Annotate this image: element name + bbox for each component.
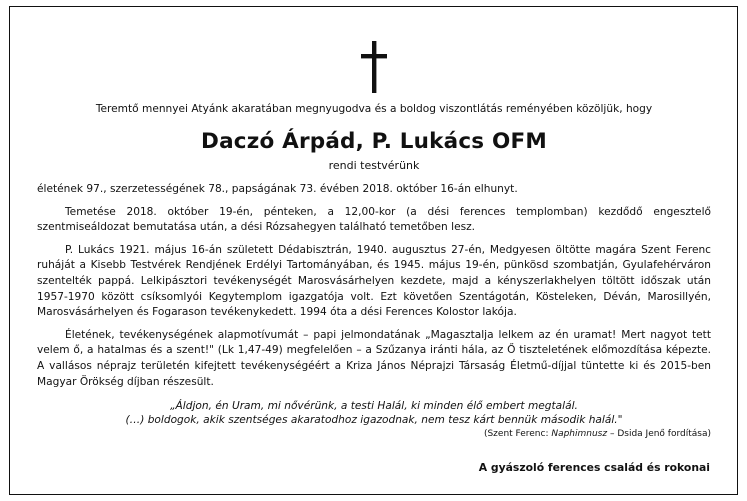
cross-icon	[360, 41, 388, 93]
quote-source	[37, 428, 711, 441]
quote-line-1: „Áldjon, én Uram, mi nővérünk, a testi Halál, ki minden élő embert megtalál.	[170, 400, 578, 413]
paragraph-funeral: Temetése 2018. október 19-én, pénteken, a 12,00-kor (a dési ferences templomban) kezdődő engesztelő szentmiseáldozat bemutatása után, a dési Rózsahegyen található temetőben lesz.	[37, 205, 711, 234]
deceased-name: Daczó Árpád, P. Lukács OFM	[201, 129, 547, 154]
quote	[37, 399, 711, 427]
paragraph-biography: P. Lukács 1921. május 16-án született Dédabisztrán, 1940. augusztus 27-én, Medgyesen öltötte magára Szent Ferenc ruháját a Kisebb Testvérek Rendjének Erdélyi Tartományában, és 1945. május 19-én, pünkösd szombatján, Gyulafehérváron szentelték pappá. Lelkipásztori tevékenységét Marosvásárhelyen kezdete, majd a kényszerlakhelyen töltött időszak után 1957-1970 között csíksomlyói Kegytemplom igazgatója volt. Ezt követően Szentágotán, Kösteleken, Déván, Marosillyén, Marosvásárhelyen és Fogarason tevékenykedett. 1994 óta a dési Ferences Kolostor lakója.	[37, 243, 711, 319]
paragraph-death: életének 97., szerzetességének 78., papságának 73. évében 2018. október 16-án elhunyt.	[37, 183, 518, 195]
signature: A gyászoló ferences család és rokonai	[478, 461, 710, 474]
source-prefix: (Szent Ferenc:	[483, 429, 552, 440]
obituary-frame	[9, 6, 738, 495]
source-work: Naphimnusz	[551, 429, 608, 440]
quote-line-2: (…) boldogok, akik szentséges akaratodhoz igazodnak, nem tesz kárt bennük második halál."	[125, 414, 623, 427]
intro-text: Teremtő mennyei Atyánk akaratában megnyugodva és a boldog viszontlátás reményében közöljük, hogy	[95, 103, 653, 115]
subtitle: rendi testvérünk	[328, 159, 420, 172]
source-suffix: – Dsida Jenő fordítása)	[607, 429, 711, 440]
paragraph-life-motto: Életének, tevékenységének alapmotívumát – papi jelmondatának „Magasztalja lelkem az én uramat! Mert nagyot tett velem ő, a hatalmas és a szent!" (Lk 1,47-49) megfelelően – a Szűzanya iránti hála, az Ő tiszteletének előmozdítása képezte. A vallásos néprajz területén kifejtett tevékenységéért a Kriza János Néprajzi Társaság Életmű-díjjal tüntette ki és 2015-ben Magyar Örökség díjban részesült.	[37, 328, 711, 388]
